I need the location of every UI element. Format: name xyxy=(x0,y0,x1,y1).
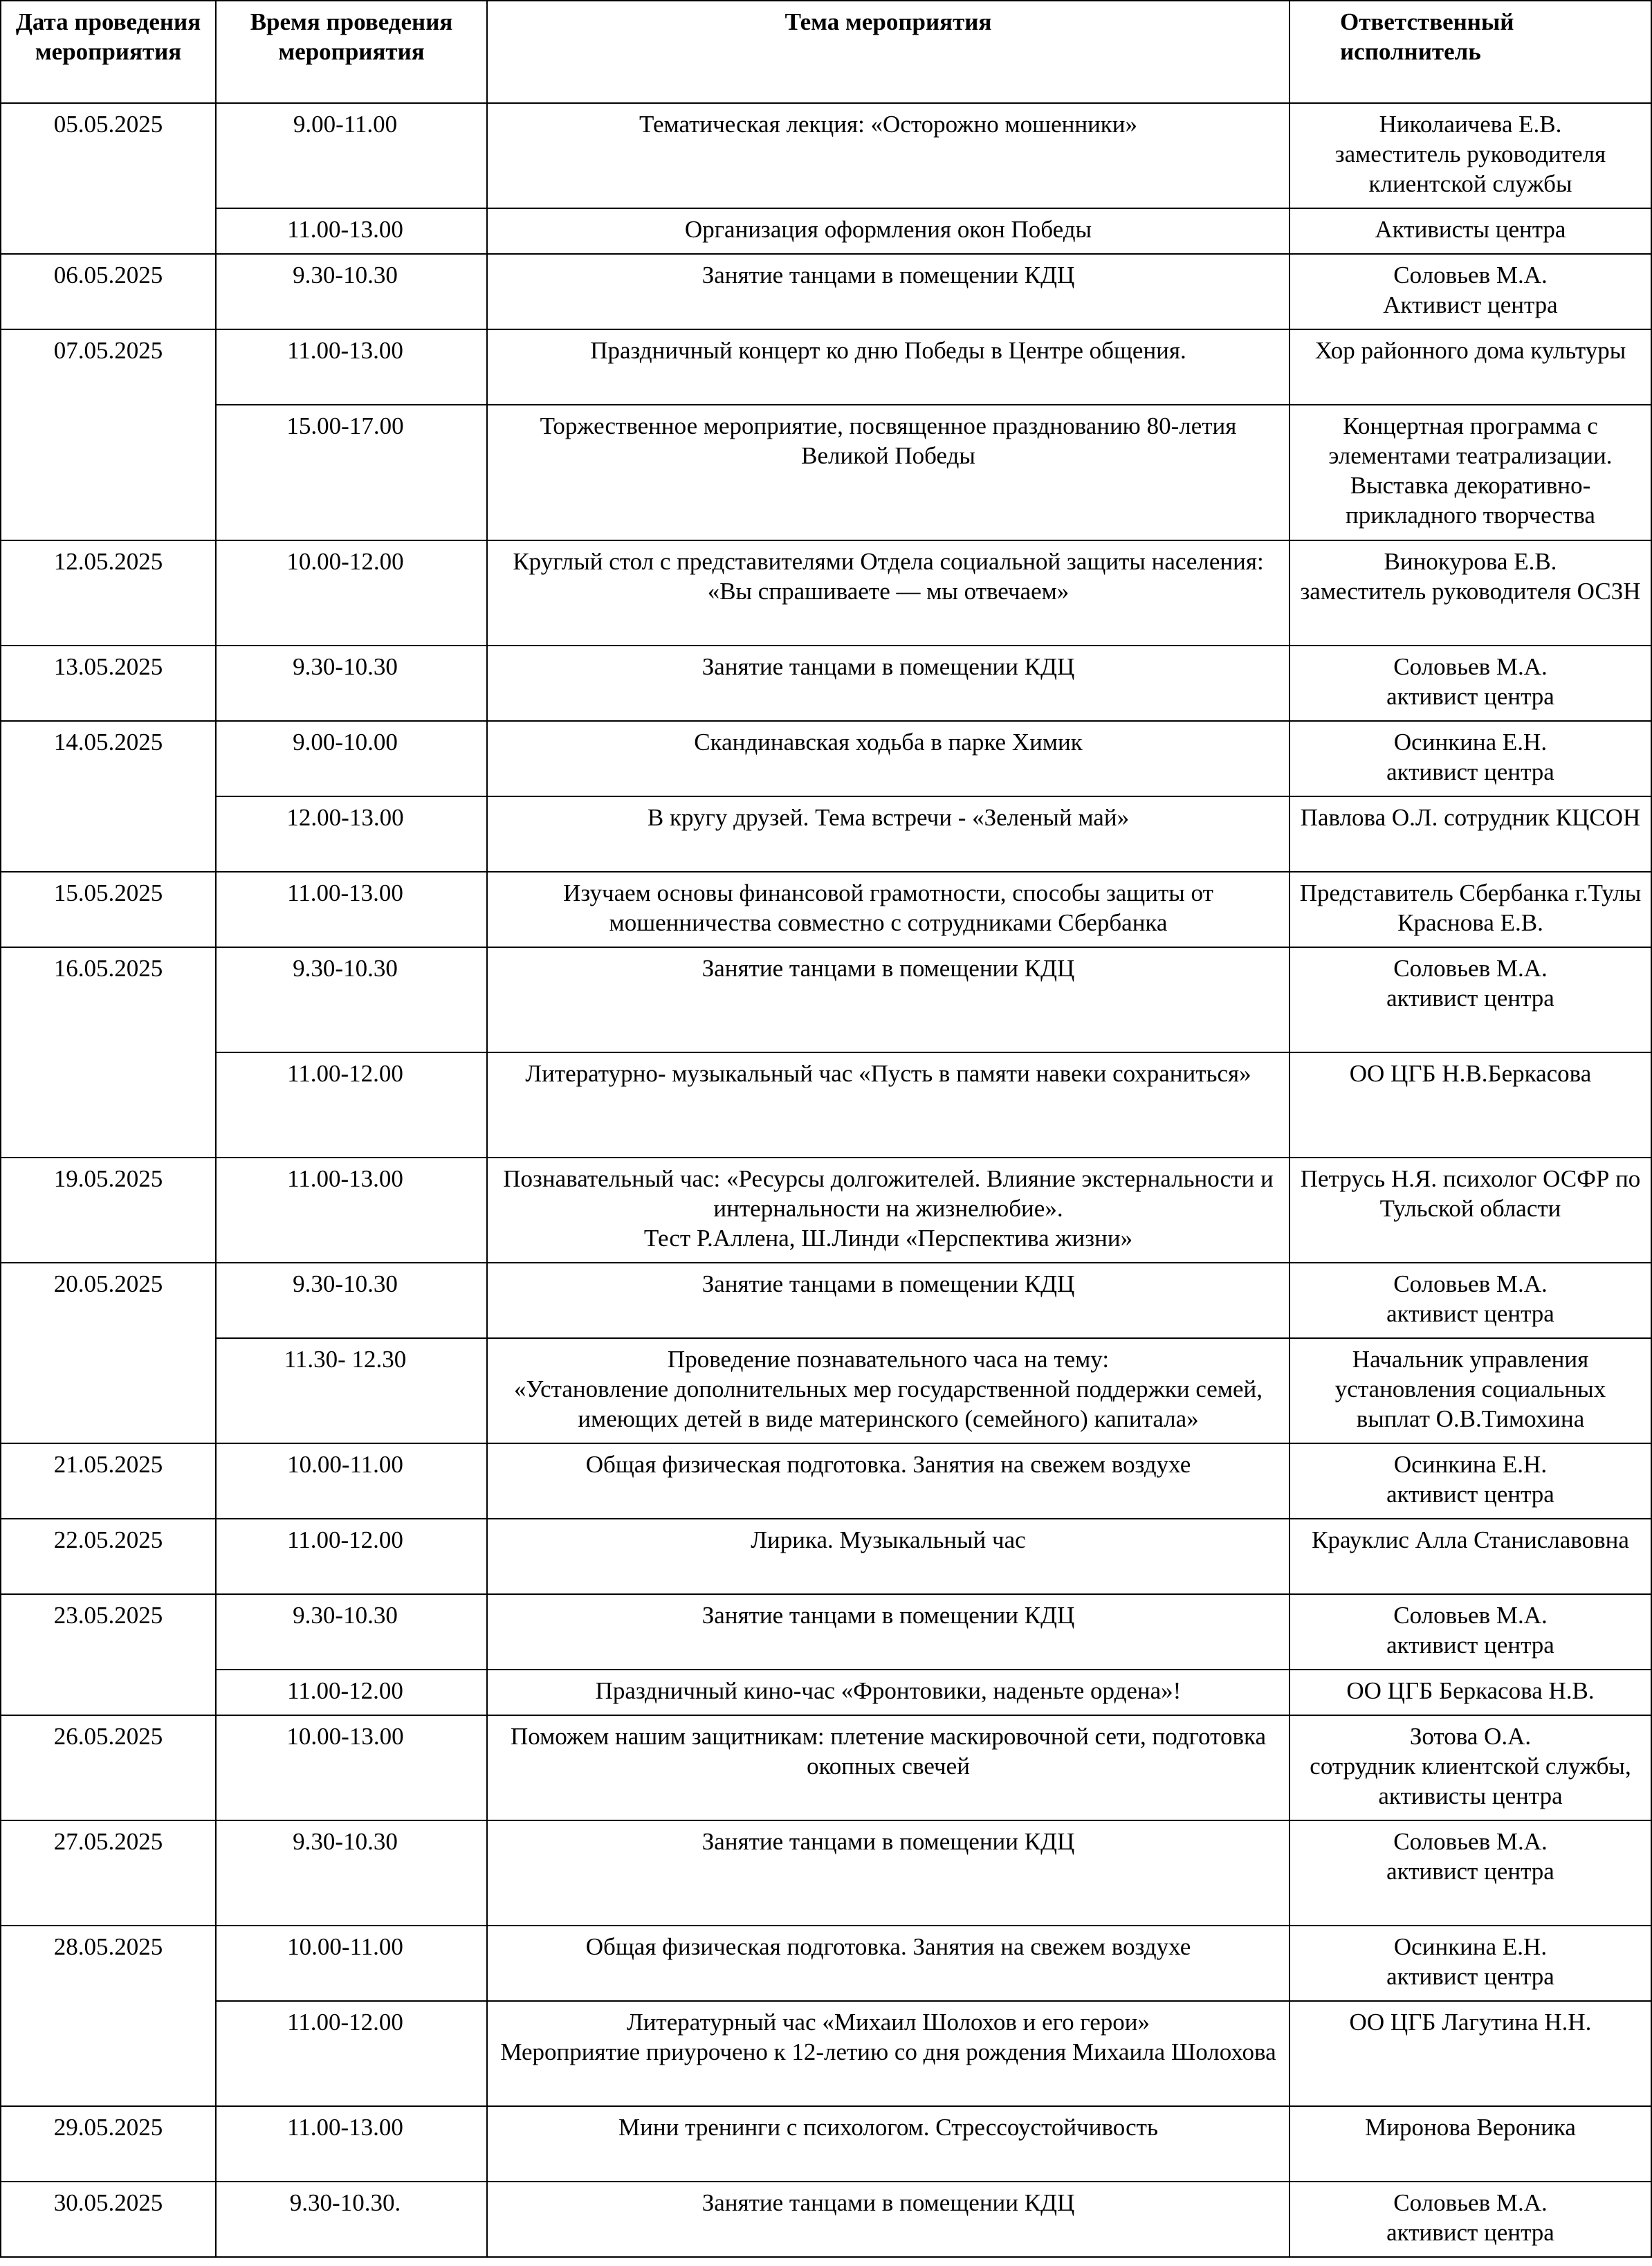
table-row xyxy=(1,1158,1651,1263)
table-row xyxy=(1,540,1651,646)
table-row xyxy=(1,329,1651,405)
time-cell: 10.00-13.00 xyxy=(216,1715,487,1820)
time-cell: 10.00-11.00 xyxy=(216,1443,487,1519)
topic-cell: Проведение познавательного часа на тему: «Установление дополнительных мер государственной поддержки семей, имеющих детей в виде материнского (семейного) капитала» xyxy=(487,1338,1290,1443)
topic-cell: Занятие танцами в помещении КДЦ xyxy=(487,1263,1290,1338)
topic-cell: Литературный час «Михаил Шолохов и его герои» Мероприятие приурочено к 12-летию со дня рождения Михаила Шолохова xyxy=(487,2001,1290,2106)
table-row xyxy=(1,1926,1651,2001)
table-row xyxy=(1,405,1651,540)
topic-cell: Круглый стол с представителями Отдела социальной защиты населения: «Вы спрашиваете — мы отвечаем» xyxy=(487,540,1290,646)
time-cell: 11.00-12.00 xyxy=(216,1670,487,1715)
time-cell: 9.30-10.30 xyxy=(216,947,487,1052)
header-row xyxy=(1,1,1651,103)
responsible-cell: Соловьев М.А. активист центра xyxy=(1290,646,1651,721)
responsible-cell: Соловьев М.А. активист центра xyxy=(1290,2182,1651,2257)
date-cell: 12.05.2025 xyxy=(1,540,216,646)
responsible-cell: ОО ЦГБ Н.В.Беркасова xyxy=(1290,1052,1651,1158)
responsible-cell: Активисты центра xyxy=(1290,208,1651,254)
table-row xyxy=(1,254,1651,329)
table-row xyxy=(1,1670,1651,1715)
responsible-cell: Хор районного дома культуры xyxy=(1290,329,1651,405)
topic-cell: Тематическая лекция: «Осторожно мошенники» xyxy=(487,103,1290,208)
topic-cell: Поможем нашим защитникам: плетение маскировочной сети, подготовка окопных свечей xyxy=(487,1715,1290,1820)
topic-cell: Организация оформления окон Победы xyxy=(487,208,1290,254)
date-cell: 13.05.2025 xyxy=(1,646,216,721)
table-row xyxy=(1,1715,1651,1820)
date-cell: 16.05.2025 xyxy=(1,947,216,1158)
table-row xyxy=(1,1443,1651,1519)
responsible-cell: Соловьев М.А. Активист центра xyxy=(1290,254,1651,329)
time-cell: 11.00-12.00 xyxy=(216,2001,487,2106)
schedule-body xyxy=(1,103,1651,2257)
table-row xyxy=(1,2182,1651,2257)
topic-cell: Занятие танцами в помещении КДЦ xyxy=(487,947,1290,1052)
responsible-cell: ОО ЦГБ Лагутина Н.Н. xyxy=(1290,2001,1651,2106)
table-row xyxy=(1,2106,1651,2182)
table-row xyxy=(1,1594,1651,1670)
responsible-cell: Миронова Вероника xyxy=(1290,2106,1651,2182)
time-cell: 11.00-13.00 xyxy=(216,872,487,947)
time-cell: 11.00-13.00 xyxy=(216,2106,487,2182)
time-cell: 9.30-10.30 xyxy=(216,254,487,329)
topic-cell: Праздничный концерт ко дню Победы в Центре общения. xyxy=(487,329,1290,405)
table-row xyxy=(1,646,1651,721)
responsible-cell: Зотова О.А. сотрудник клиентской службы, активисты центра xyxy=(1290,1715,1651,1820)
table-row xyxy=(1,872,1651,947)
time-cell: 10.00-11.00 xyxy=(216,1926,487,2001)
responsible-cell: Винокурова Е.В. заместитель руководителя ОСЗН xyxy=(1290,540,1651,646)
topic-cell: Праздничный кино-час «Фронтовики, наденьте ордена»! xyxy=(487,1670,1290,1715)
table-row xyxy=(1,947,1651,1052)
topic-cell: Занятие танцами в помещении КДЦ xyxy=(487,646,1290,721)
topic-cell: Занятие танцами в помещении КДЦ xyxy=(487,254,1290,329)
responsible-cell: Соловьев М.А. активист центра xyxy=(1290,1594,1651,1670)
topic-cell: Общая физическая подготовка. Занятия на свежем воздухе xyxy=(487,1443,1290,1519)
time-cell: 11.00-12.00 xyxy=(216,1519,487,1594)
time-cell: 11.00-12.00 xyxy=(216,1052,487,1158)
time-cell: 9.30-10.30 xyxy=(216,646,487,721)
responsible-cell: Концертная программа с элементами театрализации. Выставка декоративно-прикладного творчества xyxy=(1290,405,1651,540)
table-row xyxy=(1,1519,1651,1594)
responsible-cell: Соловьев М.А. активист центра xyxy=(1290,1263,1651,1338)
responsible-cell: Представитель Сбербанка г.Тулы Краснова Е.В. xyxy=(1290,872,1651,947)
table-row xyxy=(1,2001,1651,2106)
date-cell: 27.05.2025 xyxy=(1,1820,216,1926)
date-cell: 30.05.2025 xyxy=(1,2182,216,2257)
table-row xyxy=(1,721,1651,796)
time-cell: 9.30-10.30 xyxy=(216,1820,487,1926)
responsible-cell: Крауклис Алла Станиславовна xyxy=(1290,1519,1651,1594)
topic-cell: Торжественное мероприятие, посвященное празднованию 80-летия Великой Победы xyxy=(487,405,1290,540)
topic-cell: Скандинавская ходьба в парке Химик xyxy=(487,721,1290,796)
schedule-header xyxy=(1,1,1651,103)
topic-cell: Изучаем основы финансовой грамотности, способы защиты от мошенничества совместно с сотрудниками Сбербанка xyxy=(487,872,1290,947)
responsible-cell: Соловьев М.А. активист центра xyxy=(1290,947,1651,1052)
date-cell: 23.05.2025 xyxy=(1,1594,216,1715)
time-cell: 12.00-13.00 xyxy=(216,796,487,872)
responsible-cell: Соловьев М.А. активист центра xyxy=(1290,1820,1651,1926)
header-responsible: Ответственный исполнитель xyxy=(1290,1,1651,103)
time-cell: 11.00-13.00 xyxy=(216,208,487,254)
date-cell: 22.05.2025 xyxy=(1,1519,216,1594)
table-row xyxy=(1,1263,1651,1338)
header-time: Время проведения мероприятия xyxy=(216,1,487,103)
date-cell: 05.05.2025 xyxy=(1,103,216,254)
table-row xyxy=(1,208,1651,254)
time-cell: 9.00-10.00 xyxy=(216,721,487,796)
time-cell: 11.00-13.00 xyxy=(216,329,487,405)
time-cell: 9.30-10.30 xyxy=(216,1263,487,1338)
topic-cell: Мини тренинги с психологом. Стрессоустойчивость xyxy=(487,2106,1290,2182)
date-cell: 19.05.2025 xyxy=(1,1158,216,1263)
topic-cell: Лирика. Музыкальный час xyxy=(487,1519,1290,1594)
time-cell: 11.30- 12.30 xyxy=(216,1338,487,1443)
date-cell: 14.05.2025 xyxy=(1,721,216,872)
date-cell: 29.05.2025 xyxy=(1,2106,216,2182)
date-cell: 20.05.2025 xyxy=(1,1263,216,1443)
topic-cell: Общая физическая подготовка. Занятия на свежем воздухе xyxy=(487,1926,1290,2001)
time-cell: 9.30-10.30 xyxy=(216,1594,487,1670)
table-row xyxy=(1,796,1651,872)
date-cell: 26.05.2025 xyxy=(1,1715,216,1820)
responsible-cell: ОО ЦГБ Беркасова Н.В. xyxy=(1290,1670,1651,1715)
time-cell: 15.00-17.00 xyxy=(216,405,487,540)
date-cell: 21.05.2025 xyxy=(1,1443,216,1519)
topic-cell: В кругу друзей. Тема встречи - «Зеленый май» xyxy=(487,796,1290,872)
date-cell: 15.05.2025 xyxy=(1,872,216,947)
header-topic: Тема мероприятия xyxy=(487,1,1290,103)
date-cell: 06.05.2025 xyxy=(1,254,216,329)
responsible-cell: Осинкина Е.Н. активист центра xyxy=(1290,721,1651,796)
time-cell: 9.30-10.30. xyxy=(216,2182,487,2257)
topic-cell: Занятие танцами в помещении КДЦ xyxy=(487,1594,1290,1670)
table-row xyxy=(1,1820,1651,1926)
time-cell: 9.00-11.00 xyxy=(216,103,487,208)
responsible-cell: Петрусь Н.Я. психолог ОСФР по Тульской области xyxy=(1290,1158,1651,1263)
time-cell: 10.00-12.00 xyxy=(216,540,487,646)
time-cell: 11.00-13.00 xyxy=(216,1158,487,1263)
responsible-cell: Осинкина Е.Н. активист центра xyxy=(1290,1443,1651,1519)
responsible-cell: Осинкина Е.Н. активист центра xyxy=(1290,1926,1651,2001)
responsible-cell: Начальник управления установления социальных выплат О.В.Тимохина xyxy=(1290,1338,1651,1443)
topic-cell: Занятие танцами в помещении КДЦ xyxy=(487,1820,1290,1926)
date-cell: 07.05.2025 xyxy=(1,329,216,540)
topic-cell: Познавательный час: «Ресурсы долгожителей. Влияние экстернальности и интернальности на жизнелюбие». Тест Р.Аллена, Ш.Линди «Перспектива жизни» xyxy=(487,1158,1290,1263)
topic-cell: Литературно- музыкальный час «Пусть в памяти навеки сохраниться» xyxy=(487,1052,1290,1158)
responsible-cell: Павлова О.Л. сотрудник КЦСОН xyxy=(1290,796,1651,872)
responsible-cell: Николаичева Е.В. заместитель руководителя клиентской службы xyxy=(1290,103,1651,208)
table-row xyxy=(1,1052,1651,1158)
header-date: Дата проведения мероприятия xyxy=(1,1,216,103)
table-row xyxy=(1,103,1651,208)
date-cell: 28.05.2025 xyxy=(1,1926,216,2106)
table-row xyxy=(1,1338,1651,1443)
topic-cell: Занятие танцами в помещении КДЦ xyxy=(487,2182,1290,2257)
